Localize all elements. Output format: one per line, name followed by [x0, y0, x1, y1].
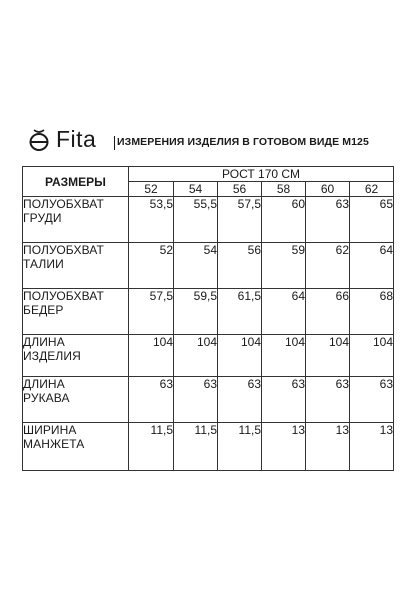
- measurement-label: [23, 197, 129, 243]
- measurement-label-line: ШИРИНА: [23, 423, 77, 437]
- size-header-cell: 56: [218, 182, 262, 197]
- measurement-label-line: ПОЛУОБХВАТ: [23, 197, 104, 211]
- measurement-label-line: БЕДЕР: [23, 303, 64, 317]
- measurement-row: [23, 423, 394, 471]
- measurement-label: [23, 423, 129, 471]
- brand-name: Fita: [56, 126, 97, 152]
- measurement-row: [23, 377, 394, 423]
- measurement-label: [23, 289, 129, 335]
- measurement-value: 11,5: [129, 423, 174, 471]
- measurement-label: [23, 243, 129, 289]
- measurement-value: 63: [306, 197, 350, 243]
- measurement-value: 104: [262, 335, 306, 377]
- measurement-value: 104: [350, 335, 394, 377]
- measurement-value: 66: [306, 289, 350, 335]
- measurement-row: [23, 243, 394, 289]
- measurement-value: 53,5: [129, 197, 174, 243]
- measurement-label-line: ПОЛУОБХВАТ: [23, 243, 104, 257]
- measurement-value: 63: [218, 377, 262, 423]
- measurement-row: [23, 335, 394, 377]
- measurement-label: [23, 335, 129, 377]
- size-header-cell: 54: [174, 182, 218, 197]
- header-row: [23, 167, 394, 182]
- measurement-value: 62: [306, 243, 350, 289]
- measurement-value: 63: [129, 377, 174, 423]
- measurement-value: 63: [174, 377, 218, 423]
- measurement-label-line: ПОЛУОБХВАТ: [23, 289, 104, 303]
- measurement-label-line: МАНЖЕТА: [23, 437, 85, 451]
- measurement-label-line: ТАЛИИ: [23, 257, 64, 271]
- size-table-container: [22, 166, 394, 471]
- measurement-row: [23, 197, 394, 243]
- size-table: [22, 166, 394, 471]
- measurement-label-line: ИЗДЕЛИЯ: [23, 349, 81, 363]
- measurement-label-line: ДЛИНА: [23, 377, 65, 391]
- size-header-cell: 58: [262, 182, 306, 197]
- document-title: ИЗМЕРЕНИЯ ИЗДЕЛИЯ В ГОТОВОМ ВИДЕ М125: [117, 136, 369, 148]
- measurement-value: 104: [306, 335, 350, 377]
- measurement-value: 59: [262, 243, 306, 289]
- measurement-value: 13: [350, 423, 394, 471]
- measurement-value: 63: [306, 377, 350, 423]
- measurement-value: 65: [350, 197, 394, 243]
- measurement-value: 60: [262, 197, 306, 243]
- fita-logo-icon: [28, 128, 50, 152]
- size-header-cell: 60: [306, 182, 350, 197]
- measurement-label-line: РУКАВА: [23, 391, 70, 405]
- size-header-cell: 52: [129, 182, 174, 197]
- measurement-value: 55,5: [174, 197, 218, 243]
- measurement-value: 11,5: [218, 423, 262, 471]
- brand-logo: [28, 124, 108, 158]
- measurement-value: 104: [174, 335, 218, 377]
- measurement-label-line: ГРУДИ: [23, 211, 62, 225]
- header: [28, 124, 400, 158]
- measurement-value: 64: [350, 243, 394, 289]
- measurement-value: 104: [129, 335, 174, 377]
- measurement-value: 63: [262, 377, 306, 423]
- size-table-body: [23, 167, 394, 471]
- measurement-value: 13: [306, 423, 350, 471]
- measurement-label-line: ДЛИНА: [23, 335, 65, 349]
- measurement-row: [23, 289, 394, 335]
- sizes-header-cell: РАЗМЕРЫ: [23, 167, 129, 197]
- size-header-cell: 62: [350, 182, 394, 197]
- measurement-value: 52: [129, 243, 174, 289]
- measurement-value: 68: [350, 289, 394, 335]
- measurement-value: 63: [350, 377, 394, 423]
- measurement-value: 104: [218, 335, 262, 377]
- measurement-value: 54: [174, 243, 218, 289]
- measurement-value: 64: [262, 289, 306, 335]
- measurement-value: 56: [218, 243, 262, 289]
- measurement-value: 11,5: [174, 423, 218, 471]
- measurement-value: 57,5: [218, 197, 262, 243]
- growth-header-cell: РОСТ 170 СМ: [129, 167, 394, 182]
- measurement-value: 61,5: [218, 289, 262, 335]
- measurement-value: 13: [262, 423, 306, 471]
- measurement-label: [23, 377, 129, 423]
- measurement-value: 59,5: [174, 289, 218, 335]
- measurement-value: 57,5: [129, 289, 174, 335]
